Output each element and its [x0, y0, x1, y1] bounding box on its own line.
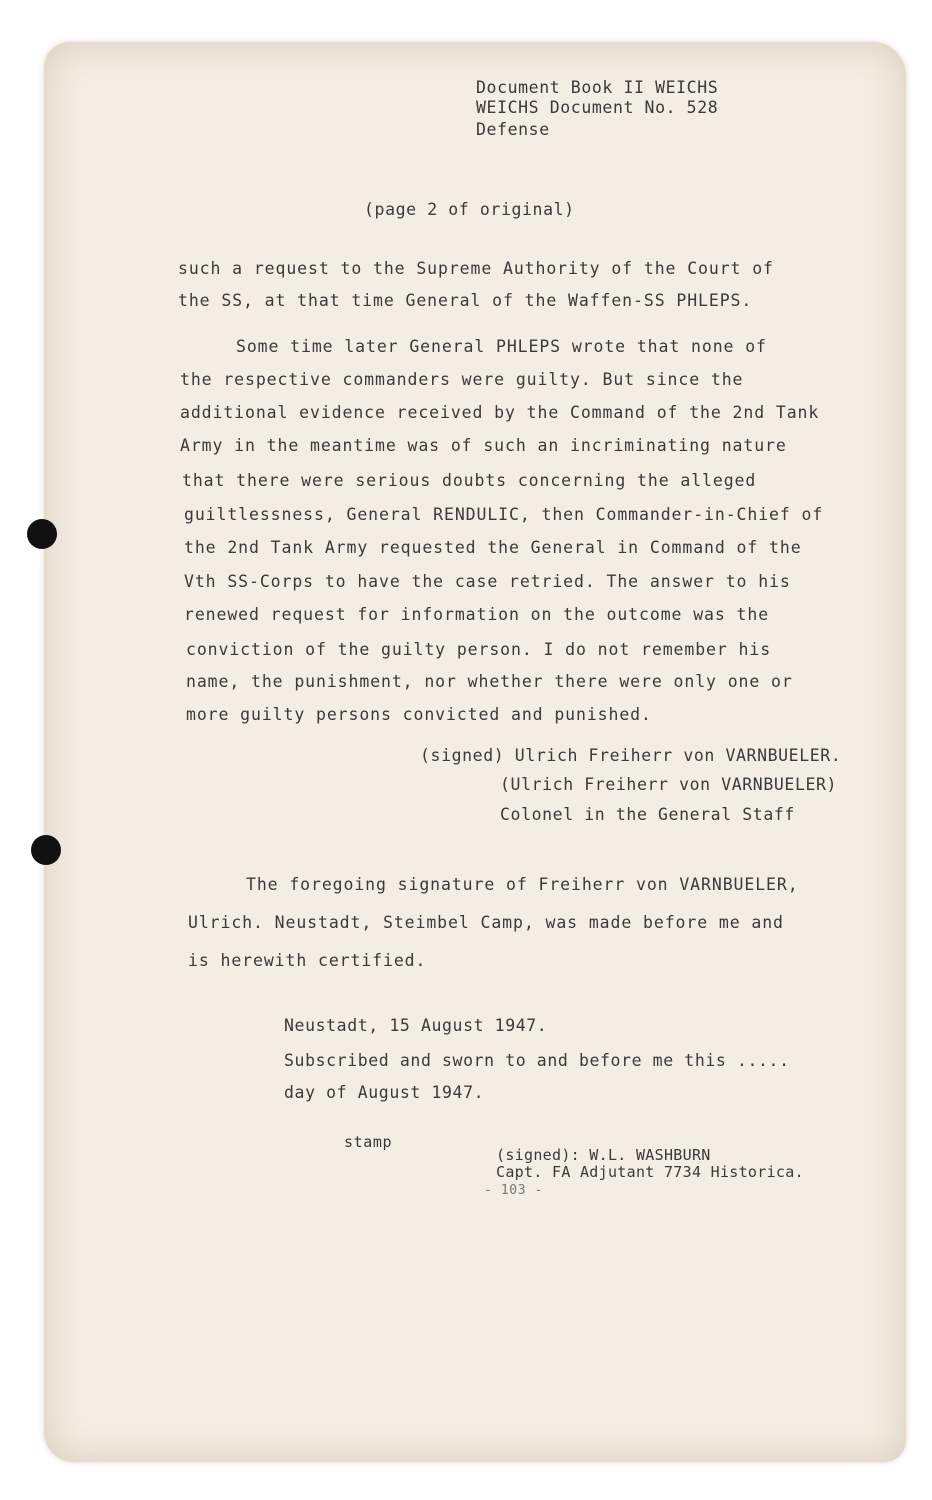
body-line: additional evidence received by the Command of the 2nd Tank — [180, 403, 820, 422]
body-line: such a request to the Supreme Authority of the Court of — [178, 259, 774, 278]
certification-line: The foregoing signature of Freiherr von VARNBUELER, — [246, 875, 799, 894]
body-line: Army in the meantime was of such an incriminating nature — [180, 436, 787, 455]
sworn-line: Subscribed and sworn to and before me this ..... — [284, 1051, 790, 1070]
attest-title: Capt. FA Adjutant 7734 Historica. — [496, 1163, 804, 1181]
page-number: - 103 - — [484, 1183, 543, 1198]
punch-hole — [31, 835, 61, 865]
header-doc-number: WEICHS Document No. 528 — [476, 98, 719, 117]
signatory-name: (Ulrich Freiherr von VARNBUELER) — [500, 775, 838, 794]
signed-line: (signed) Ulrich Freiherr von VARNBUELER. — [420, 746, 842, 765]
body-line: the SS, at that time General of the Waffen-SS PHLEPS. — [178, 291, 753, 310]
body-line: that there were serious doubts concerning the alleged — [182, 471, 757, 490]
certification-line: is herewith certified. — [188, 951, 427, 970]
place-date: Neustadt, 15 August 1947. — [284, 1016, 548, 1035]
body-line: name, the punishment, nor whether there were only one or — [186, 672, 793, 691]
attest-signed: (signed): W.L. WASHBURN — [496, 1146, 711, 1164]
body-line: guiltlessness, General RENDULIC, then Commander-in-Chief of — [184, 505, 824, 524]
punch-hole — [27, 519, 57, 549]
page-note: (page 2 of original) — [364, 200, 575, 219]
body-line: Some time later General PHLEPS wrote that none of — [236, 337, 767, 356]
body-line: renewed request for information on the outcome was the — [184, 605, 770, 624]
body-line: Vth SS-Corps to have the case retried. The answer to his — [184, 572, 791, 591]
body-line: conviction of the guilty person. I do not remember his — [186, 640, 772, 659]
header-defense: Defense — [476, 120, 550, 139]
signatory-rank: Colonel in the General Staff — [500, 805, 795, 824]
sworn-line: day of August 1947. — [284, 1083, 485, 1102]
body-line: the 2nd Tank Army requested the General in Command of the — [184, 538, 802, 557]
certification-line: Ulrich. Neustadt, Steimbel Camp, was made before me and — [188, 913, 784, 932]
body-line: the respective commanders were guilty. But since the — [180, 370, 744, 389]
header-book: Document Book II WEICHS — [476, 78, 719, 97]
body-line: more guilty persons convicted and punished. — [186, 705, 652, 724]
stamp-label: stamp — [344, 1133, 393, 1151]
